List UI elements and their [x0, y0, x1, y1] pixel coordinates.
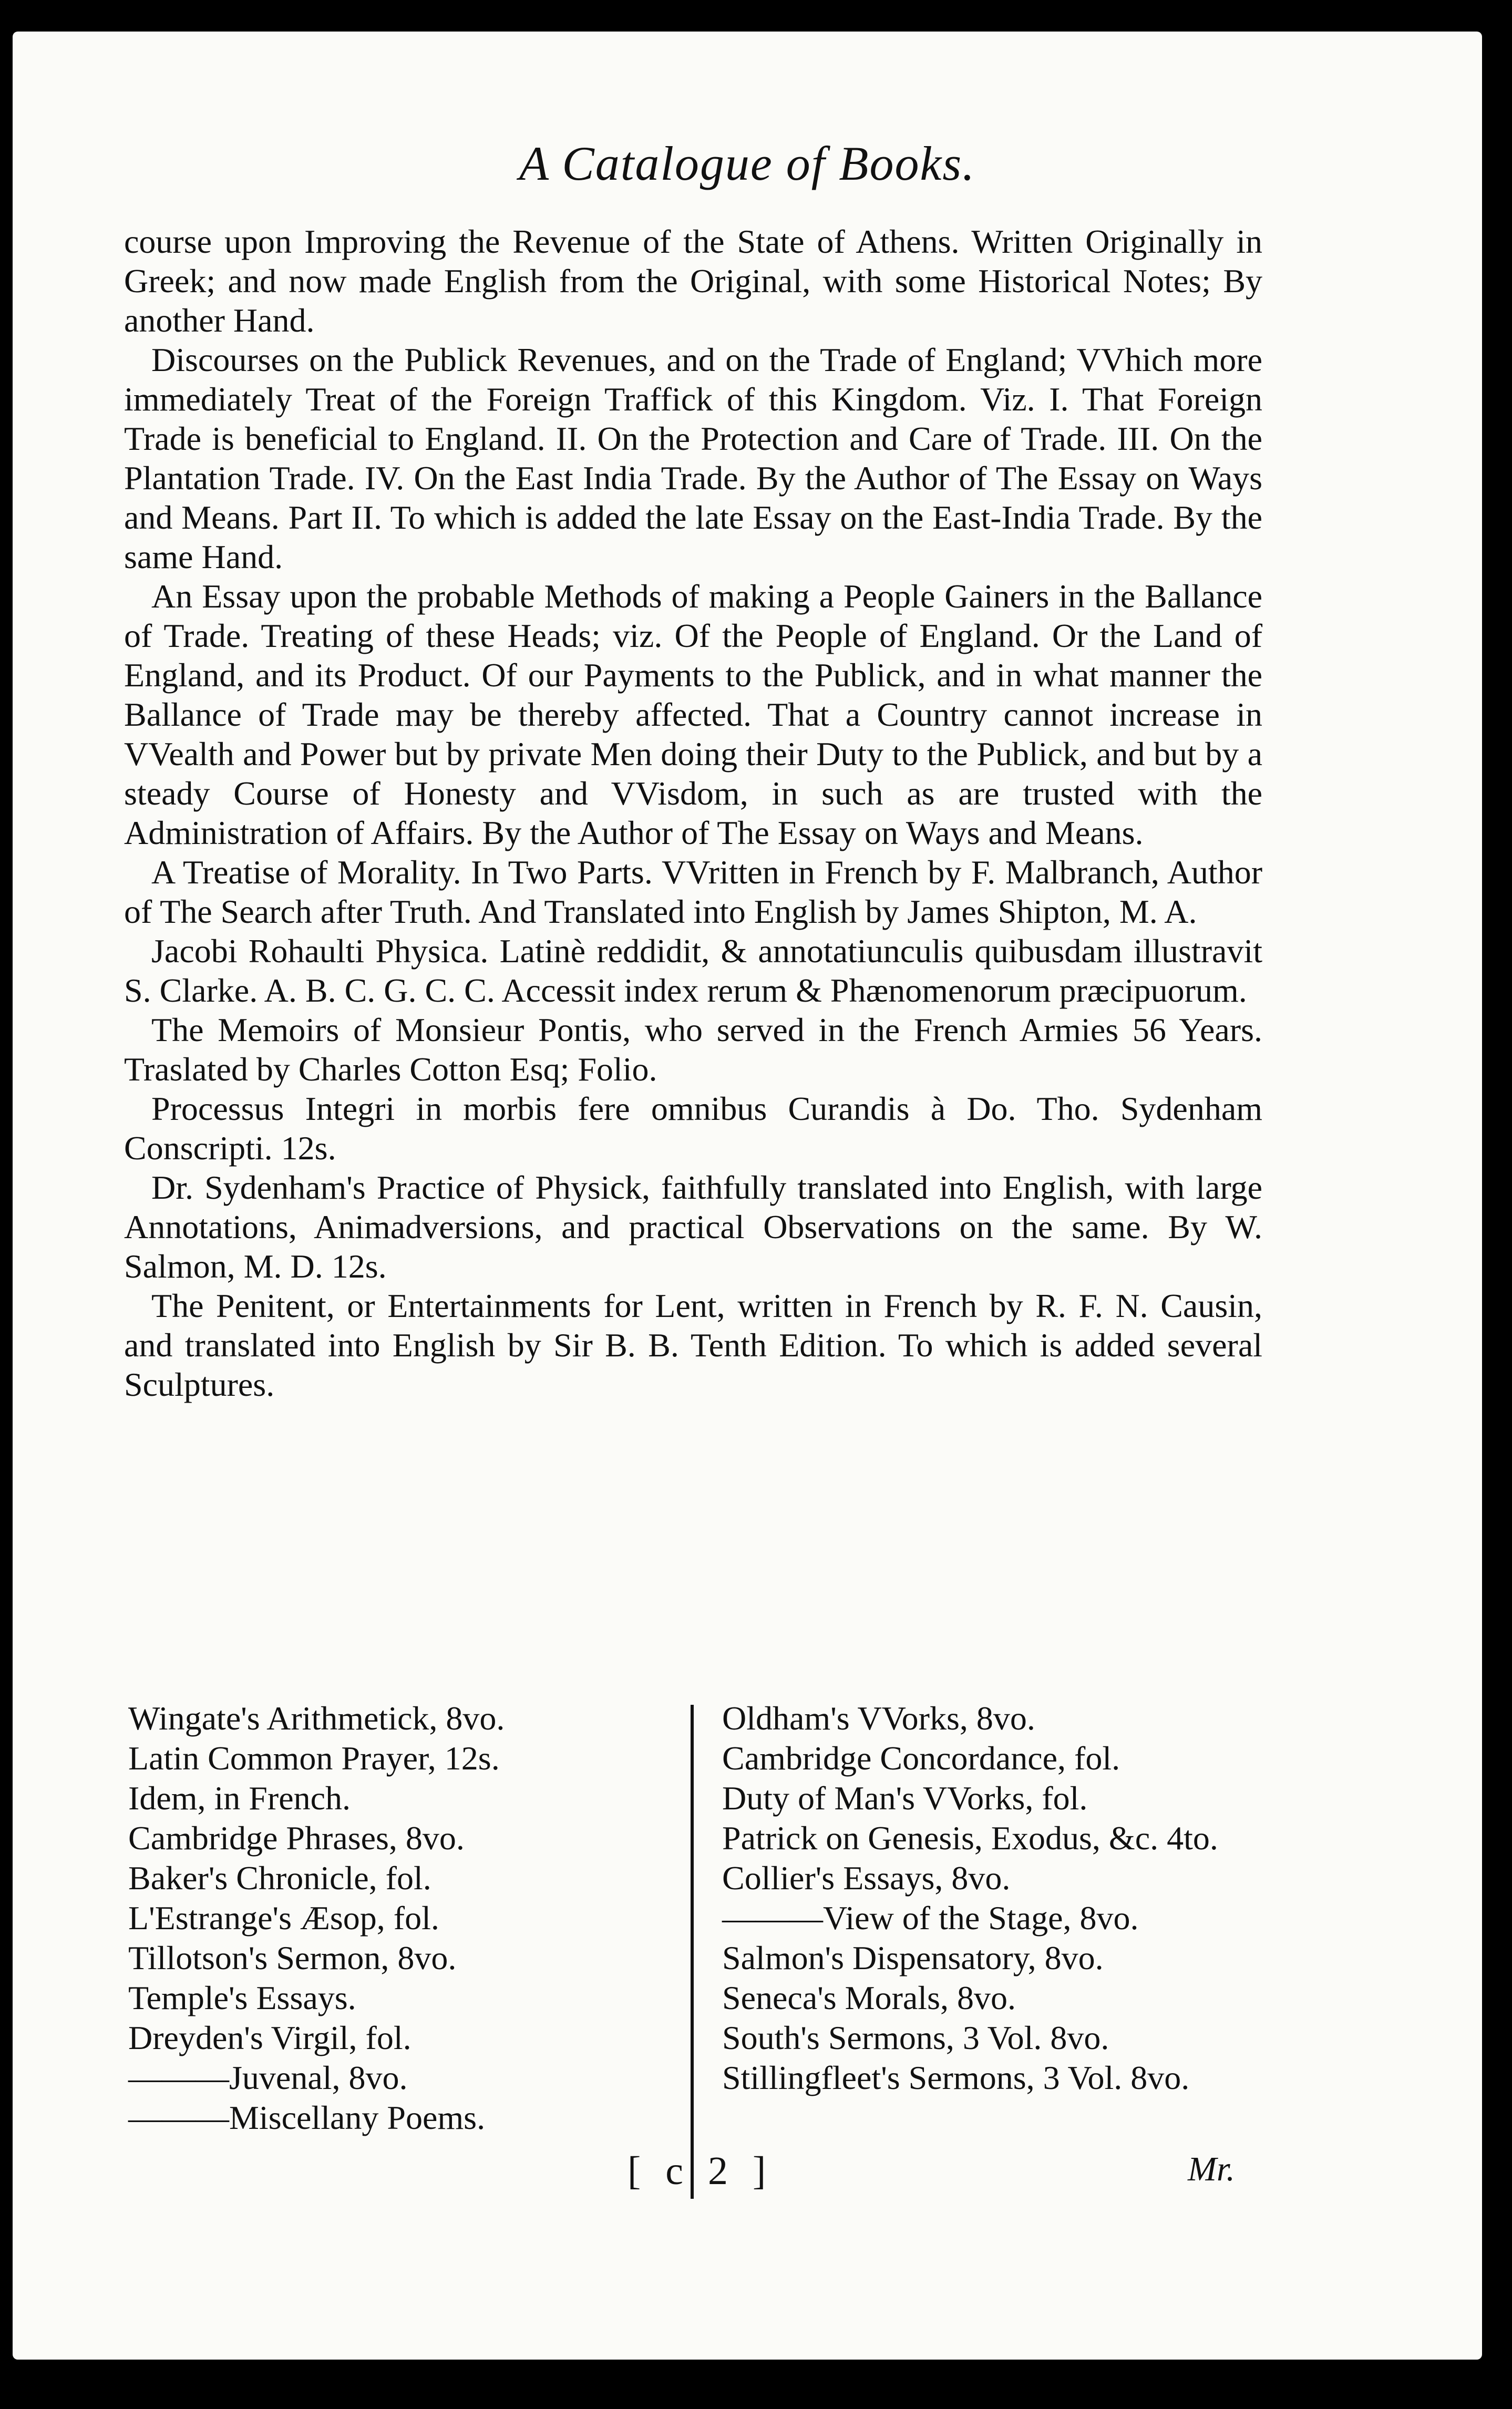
catalogue-entry: Dr. Sydenham's Practice of Physick, faithfully translated into English, with large Annotations, Animadversions, and practical Observations on the same. By W. Salmon, M. D. 12s. — [124, 1169, 1262, 1285]
list-item: Oldham's VVorks, 8vo. — [722, 1700, 1035, 1737]
catalogue-entry: A Treatise of Morality. In Two Parts. VVritten in French by F. Malbranch, Author of The Search after Truth. And Translated into English by James Shipton, M. A. — [124, 853, 1262, 930]
list-item: Baker's Chronicle, fol. — [128, 1859, 431, 1897]
catalogue-entry: course upon Improving the Revenue of the State of Athens. Written Originally in Greek; and now made English from the Original, with some Historical Notes; By another Hand. — [124, 223, 1262, 339]
list-item: ———Juvenal, 8vo. — [128, 2059, 408, 2096]
catalogue-entries — [124, 222, 1262, 1404]
list-item: Temple's Essays. — [128, 1979, 356, 2016]
catalogue-entry: Jacobi Rohaulti Physica. Latinè reddidit, & annotatiunculis quibusdam illustravit S. Clarke. A. B. C. G. C. C. Accessit index rerum & Phænomenorum præcipuorum. — [124, 932, 1262, 1009]
catchword: Mr. — [1188, 2150, 1235, 2188]
list-item: Cambridge Phrases, 8vo. — [128, 1819, 465, 1857]
list-item: Latin Common Prayer, 12s. — [128, 1739, 500, 1777]
list-item: Seneca's Morals, 8vo. — [722, 1979, 1016, 2016]
catalogue-entry: The Memoirs of Monsieur Pontis, who served in the French Armies 56 Years. Traslated by Charles Cotton Esq; Folio. — [124, 1011, 1262, 1088]
book-list-left-column — [128, 1698, 659, 2138]
list-item: Tillotson's Sermon, 8vo. — [128, 1939, 457, 1976]
list-item: ———View of the Stage, 8vo. — [722, 1899, 1139, 1937]
catalogue-page — [13, 32, 1482, 2360]
list-item: L'Estrange's Æsop, fol. — [128, 1899, 439, 1937]
list-item: Stillingfleet's Sermons, 3 Vol. 8vo. — [722, 2059, 1190, 2096]
list-item: Cambridge Concordance, fol. — [722, 1739, 1120, 1777]
signature-mark: [ c 2 ] — [628, 2149, 774, 2193]
book-list-right-column — [722, 1698, 1290, 2098]
list-item: South's Sermons, 3 Vol. 8vo. — [722, 2019, 1109, 2056]
catalogue-entry: The Penitent, or Entertainments for Lent, written in French by R. F. N. Causin, and translated into English by Sir B. B. Tenth Edition. To which is added several Sculptures. — [124, 1287, 1262, 1403]
catalogue-entry: Processus Integri in morbis fere omnibus Curandis à Do. Tho. Sydenham Conscripti. 12s. — [124, 1090, 1262, 1167]
list-item: Collier's Essays, 8vo. — [722, 1859, 1011, 1897]
page-title: A Catalogue of Books. — [519, 137, 976, 190]
list-item: Duty of Man's VVorks, fol. — [722, 1779, 1088, 1817]
list-item: Patrick on Genesis, Exodus, &c. 4to. — [722, 1819, 1218, 1857]
list-item: ———Miscellany Poems. — [128, 2099, 486, 2136]
list-item: Dreyden's Virgil, fol. — [128, 2019, 412, 2056]
catalogue-entry: Discourses on the Publick Revenues, and on the Trade of England; VVhich more immediately Treat of the Foreign Traffick of this Kingdom. Viz. I. That Foreign Trade is beneficial to England. II. On the Protection and Care of Trade. III. On the Plantation Trade. IV. On the East India Trade. By the Author of The Essay on Ways and Means. Part II. To which is added the late Essay on the East-India Trade. By the same Hand. — [124, 341, 1262, 575]
list-item: Idem, in French. — [128, 1779, 351, 1817]
catalogue-entry: An Essay upon the probable Methods of making a People Gainers in the Ballance of Trade. Treating of these Heads; viz. Of the People of England. Or the Land of England, and its Product. Of our Payments to the Publick, and in what manner the Ballance of Trade may be thereby affected. That a Country cannot increase in VVealth and Power but by private Men doing their Duty to the Publick, and but by a steady Course of Honesty and VVisdom, in such as are trusted with the Administration of Affairs. By the Author of The Essay on Ways and Means. — [124, 578, 1262, 851]
list-item: Wingate's Arithmetick, 8vo. — [128, 1700, 505, 1737]
column-divider — [691, 1705, 694, 2199]
list-item: Salmon's Dispensatory, 8vo. — [722, 1939, 1104, 1976]
